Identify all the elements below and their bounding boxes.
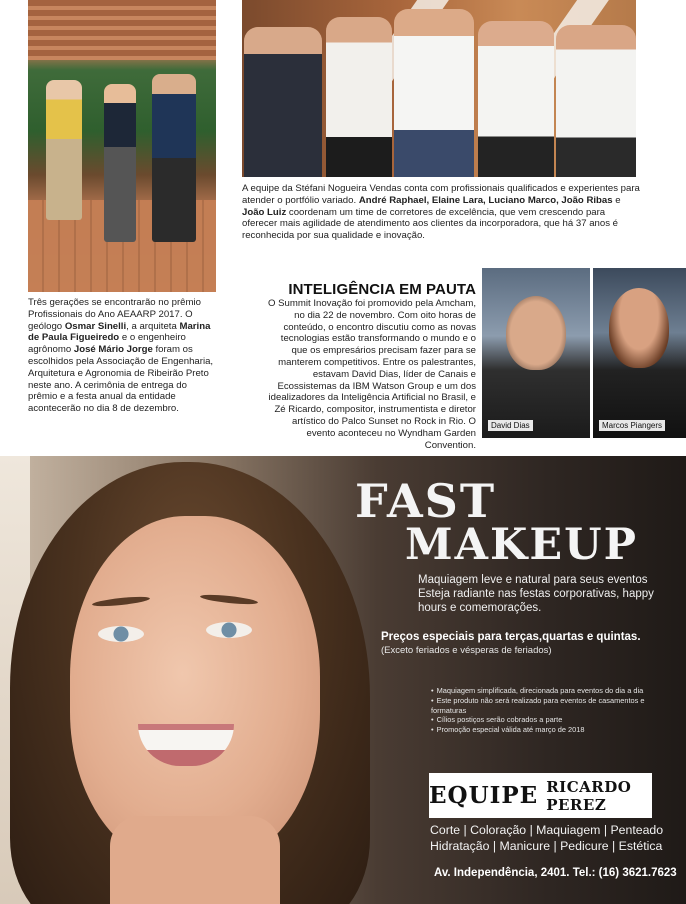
list-item: • Cílios postiços serão cobrados a parte bbox=[431, 715, 681, 725]
ad-promo-note: (Exceto feriados e vésperas de feriados) bbox=[381, 645, 552, 656]
photo-marcos-piangers bbox=[593, 268, 686, 438]
list-item: • Promoção especial válida até março de 2018 bbox=[431, 725, 681, 735]
ad-title-makeup: MAKEUP bbox=[405, 520, 638, 570]
face-shape bbox=[506, 296, 566, 370]
caption-text: A equipe da Stéfani Nogueira Vendas conta com profissionais qualificados e experientes para atender o portfólio variado. bbox=[242, 183, 640, 206]
caption-names: José Mário Jorge bbox=[73, 344, 153, 356]
services-line-1: Corte | Coloração | Maquiagem | Penteado bbox=[430, 823, 664, 837]
photo-label-david: David Dias bbox=[488, 420, 533, 431]
caption-text: foram os escolhidos pela Associação de Engenharia, Arquitetura e Agronomia de Ribeirão Preto neste ano. A cerimônia de entrega do prêmio e a festa anual da entidade acontecerão no dia 8 de dezembro. bbox=[28, 344, 214, 415]
caption-sales-team bbox=[242, 183, 642, 242]
caption-names: Osmar Sinelli bbox=[64, 320, 127, 332]
caption-names: André Raphael, Elaine Lara, Luciano Marco, João Ribas bbox=[358, 194, 613, 206]
caption-names: João Luiz bbox=[242, 206, 287, 218]
person-figure bbox=[394, 9, 474, 177]
photo-david-dias bbox=[482, 268, 590, 438]
person-figure bbox=[478, 21, 554, 177]
ad-services bbox=[430, 823, 682, 854]
photo-label-marcos: Marcos Piangers bbox=[599, 420, 665, 431]
services-line-2: Hidratação | Manicure | Pedicure | Estética bbox=[430, 838, 663, 853]
list-item: • Maquiagem simplificada, direcionada para eventos do dia a dia bbox=[431, 686, 681, 696]
person-figure bbox=[244, 27, 322, 177]
caption-text: e bbox=[612, 194, 621, 206]
story-body: O Summit Inovação foi promovido pela Amcham, no dia 22 de novembro. Com oito horas de conteúdo, o encontro discutiu como as novas tecnologias estão transformando o mundo e o que os empresários precisam fazer para se manterem competitivos. Entre os palestrantes, estavam David Dias, líder de Canais e Ecossistemas da IBM Watson Group e um dos idealizadores da Inteligência Artificial no Brasil, e Zé Ricardo, compositor, instrumentista e diretor artístico do Palco Sunset no Rock in Rio. O evento aconteceu no Wyndham Garden Convention. bbox=[268, 298, 476, 451]
person-figure bbox=[46, 80, 82, 220]
brand-logo-name: RICARDO PEREZ bbox=[546, 777, 632, 814]
person-figure bbox=[152, 74, 196, 242]
caption-text: Três gerações se encontrarão no prêmio Profissionais do Ano AEAARP 2017. O geólogo bbox=[28, 297, 201, 332]
caption-aeaarp bbox=[28, 297, 218, 415]
story-headline: INTELIGÊNCIA EM PAUTA bbox=[288, 281, 476, 298]
brand-logo bbox=[429, 773, 652, 818]
face-shape bbox=[609, 288, 669, 368]
brand-logo-equipe: EQUIPE bbox=[429, 782, 539, 809]
caption-text: coordenam um time de corretores de excelência, que vem crescendo para oferecer mais agilidade de atendimento aos clientes da incorporadora, que há 37 anos é reconhecida por sua qualidade e inovação. bbox=[242, 206, 619, 242]
photo-sales-team bbox=[242, 0, 636, 177]
list-item: • Este produto não será realizado para eventos de casamentos e formaturas bbox=[431, 696, 681, 716]
eye-shape bbox=[206, 622, 252, 638]
ad-address: Av. Independência, 2401. Tel.: (16) 3621.7623 bbox=[434, 867, 677, 879]
eye-shape bbox=[98, 626, 144, 642]
face-shape bbox=[70, 516, 320, 866]
photo-aeaarp-honorees bbox=[28, 0, 216, 292]
ad-conditions-list bbox=[431, 686, 681, 735]
ad-title-fast: FAST bbox=[355, 474, 497, 528]
person-figure bbox=[556, 25, 636, 177]
caption-text: , a arquiteta bbox=[126, 320, 180, 332]
ad-tagline: Maquiagem leve e natural para seus eventos Esteja radiante nas festas corporativas, happy hours e comemorações. bbox=[418, 574, 654, 614]
person-figure bbox=[104, 84, 136, 242]
neck-shape bbox=[110, 816, 280, 904]
ad-promo: Preços especiais para terças,quartas e quintas. bbox=[381, 631, 641, 643]
person-figure bbox=[326, 17, 392, 177]
pergola-shape bbox=[28, 0, 216, 60]
caption-names: Marina de Paula Figueiredo bbox=[28, 320, 211, 344]
story-inteligencia bbox=[268, 282, 476, 451]
caption-text: e o engenheiro agrônomo bbox=[28, 332, 186, 356]
